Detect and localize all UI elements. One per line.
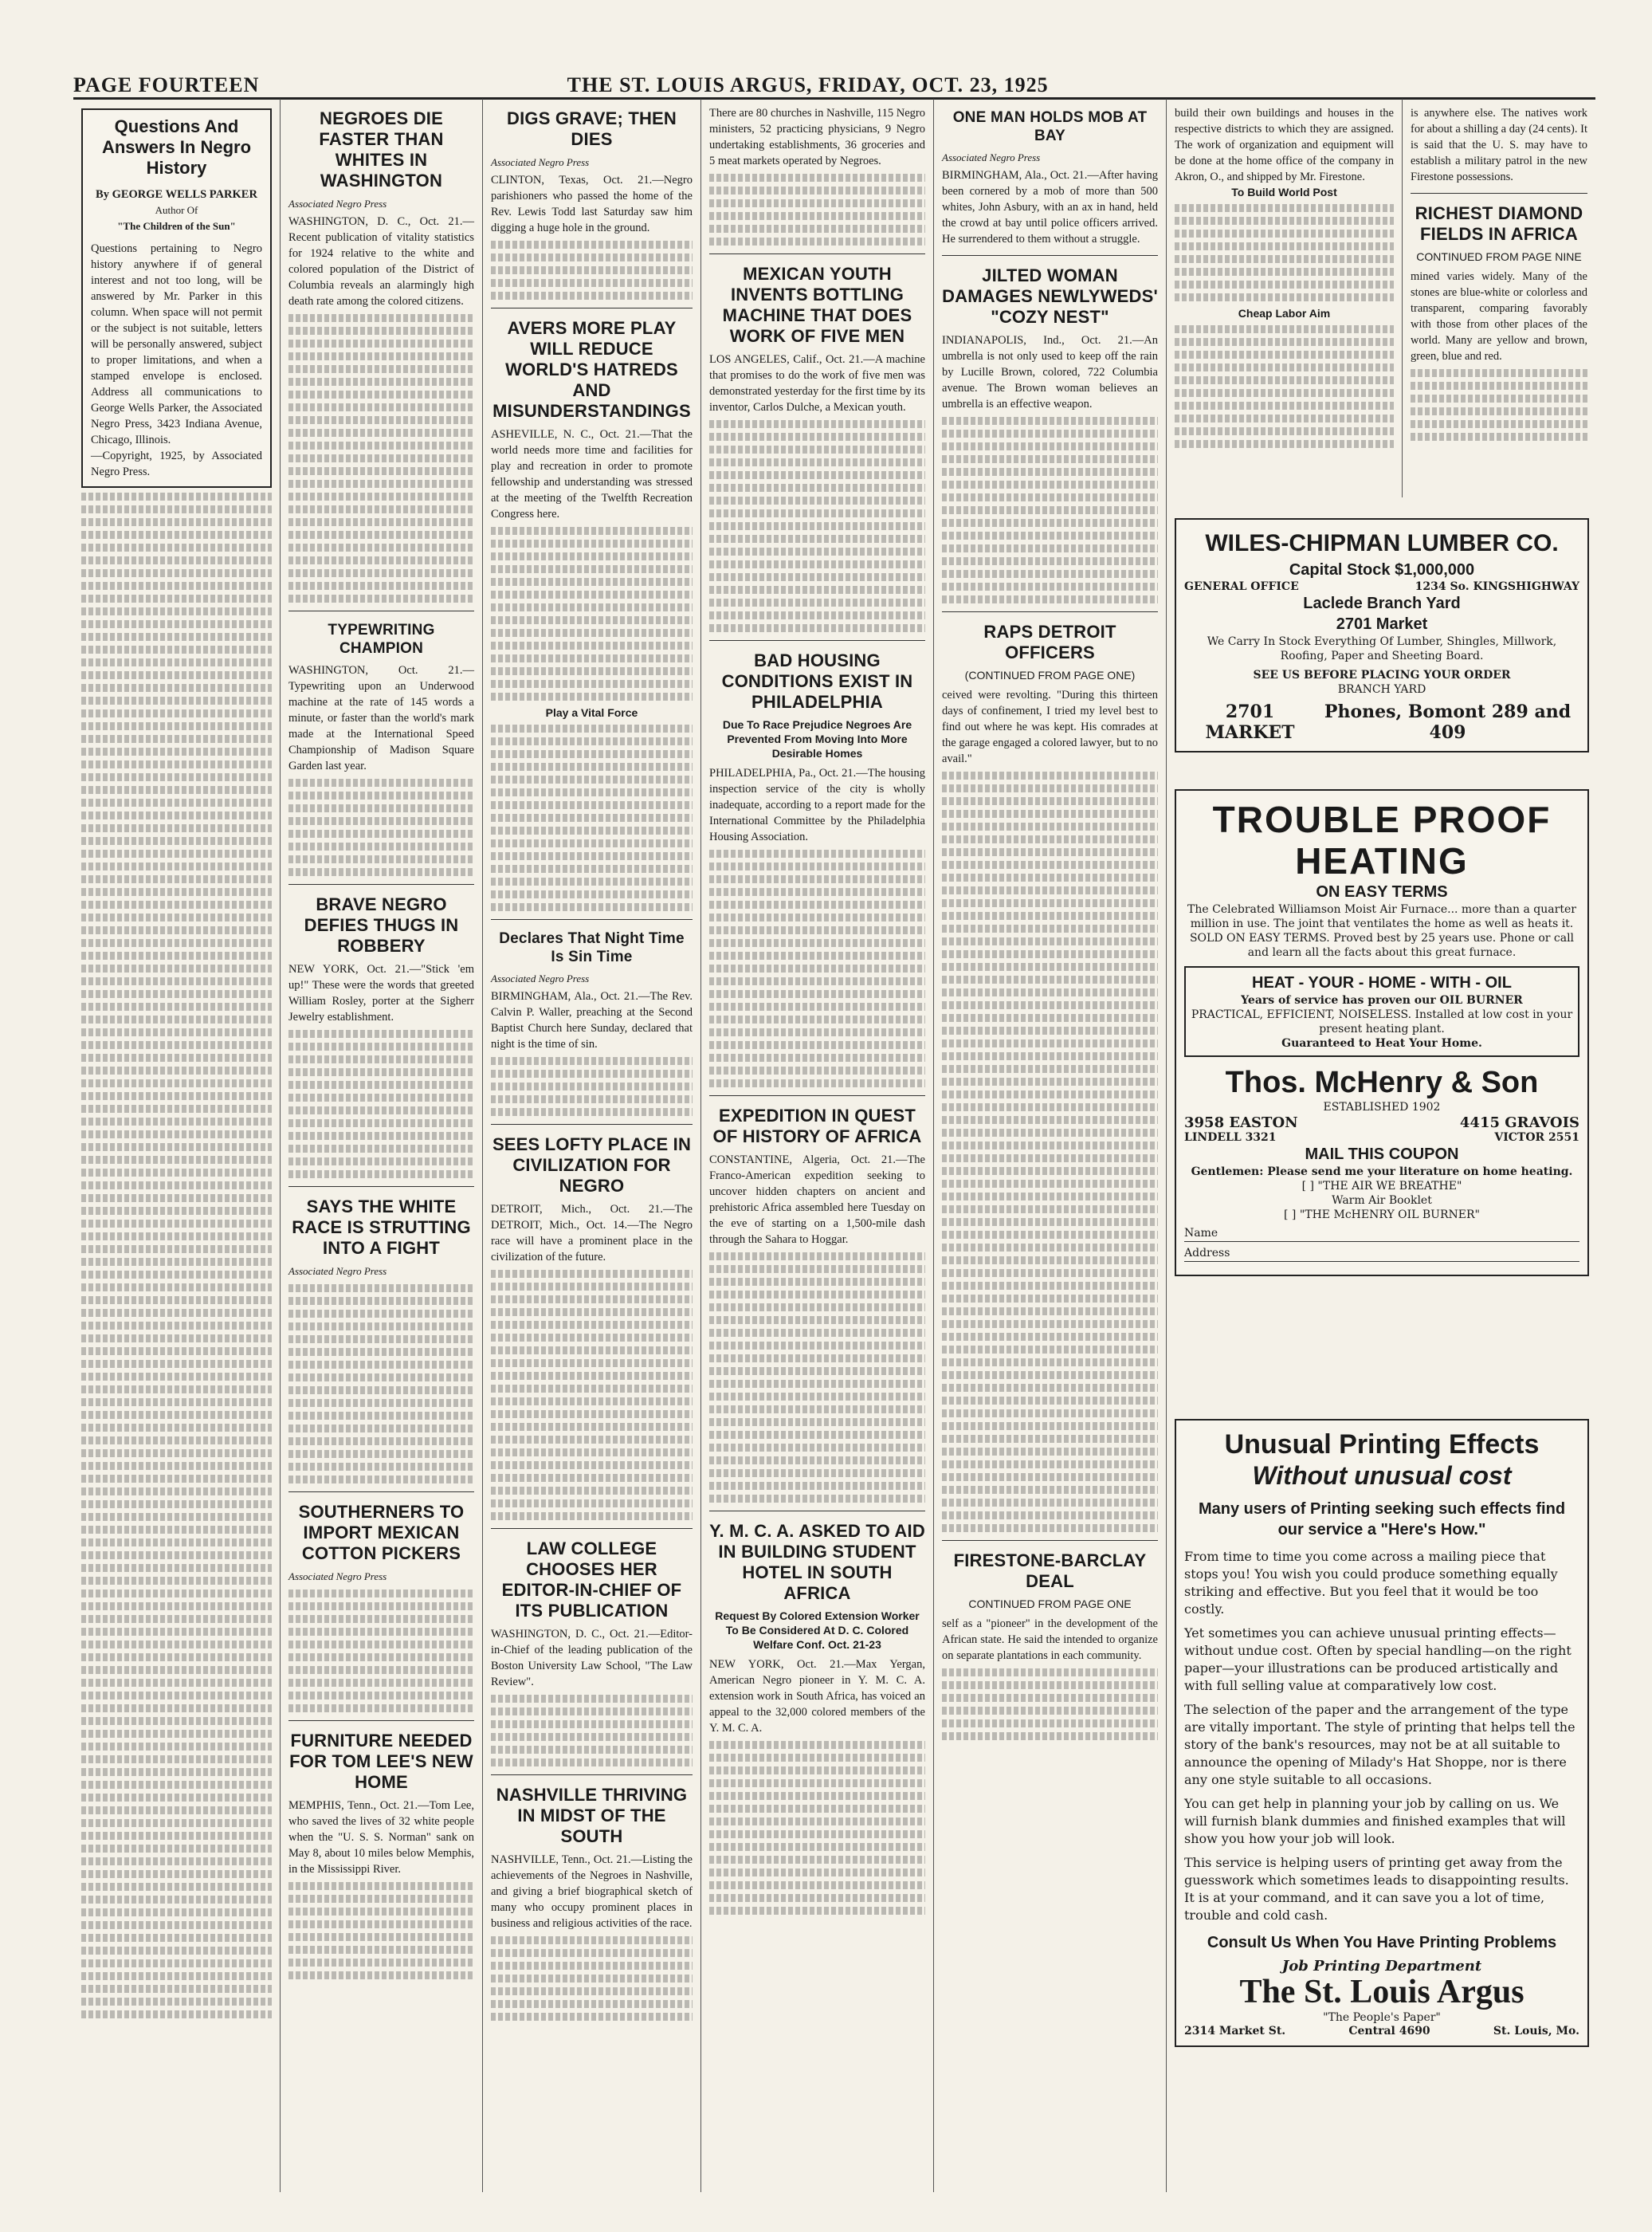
page-number: PAGE FOURTEEN bbox=[73, 73, 260, 96]
continued-note: (CONTINUED FROM PAGE ONE) bbox=[964, 669, 1136, 682]
column-7 bbox=[1403, 99, 1595, 497]
ad-paragraph: Yet sometimes you can achieve unusual printing effects—without undue cost. Often by special handling—on the right paper—your illustrations can be produced artistically and with full selling value at comparatively low cost. bbox=[1184, 1625, 1572, 1693]
ad-paragraph: The selection of the paper and the arrangement of the type are vitally important. The style of printing that helps tell the story of the bank's resources, may not be at all suitable to announce the opening of Milady's Hat Shoppe, nor is there any one style suitable to all occasions. bbox=[1184, 1702, 1575, 1787]
ad-phones: Phones, Bomont 289 and 409 bbox=[1324, 701, 1572, 743]
ad-title-2: HEATING bbox=[1295, 840, 1469, 882]
article-text: BIRMINGHAM, Ala., Oct. 21.—The Rev. Calvin P. Waller, preaching at the Second Baptist Church here Sunday, declared that night is the time of sin. bbox=[491, 990, 693, 1051]
coupon-name-field[interactable]: Name bbox=[1184, 1227, 1579, 1242]
article-text: CLINTON, Texas, Oct. 21.—Negro parishioners who passed the home of the Rev. Lewis Todd last Saturday saw him digging a huge hole in the ground. bbox=[491, 174, 693, 234]
headline-typewriting: TYPEWRITING CHAMPION bbox=[328, 622, 435, 657]
ad-title: Unusual Printing Effects bbox=[1224, 1429, 1540, 1460]
author-of: Author Of bbox=[155, 204, 198, 216]
source: Associated Negro Press bbox=[288, 1265, 387, 1277]
headline-lofty-place: SEES LOFTY PLACE IN CIVILIZATION FOR NEGRO bbox=[492, 1134, 692, 1196]
article-text: BIRMINGHAM, Ala., Oct. 21.—After having been cornered by a mob of more than 500 whites, John Asbury, with an ax in hand, held the crowd at bay until police officers arrived. He surrendered to them without a struggle. bbox=[942, 169, 1158, 246]
headline-law-college: LAW COLLEGE CHOOSES HER EDITOR-IN-CHIEF OF ITS PUBLICATION bbox=[501, 1538, 682, 1621]
column-3 bbox=[483, 99, 701, 2192]
paper-title: THE ST. LOUIS ARGUS, FRIDAY, OCT. 23, 1925 bbox=[567, 73, 1049, 96]
byline: By GEORGE WELLS PARKER bbox=[96, 188, 257, 201]
article-text: NASHVILLE, Tenn., Oct. 21.—Listing the achievements of the Negroes in Nashville, and giving a brief biographical sketch of many who occupy prominent places in business and religious activities of the race. bbox=[491, 1853, 693, 1930]
ad-company-name: WILES-CHIPMAN LUMBER CO. bbox=[1205, 530, 1559, 556]
article-text: WASHINGTON, D. C., Oct. 21.—Recent publication of vitality statistics for 1924 relative to the white and colored population of the District of Columbia reveals an alarmingly high death rate among the colored citizens. bbox=[288, 215, 474, 308]
column-4 bbox=[701, 99, 934, 2192]
ad-paper-name: The St. Louis Argus bbox=[1239, 1974, 1524, 2010]
ad-company-name: Thos. McHenry & Son bbox=[1225, 1066, 1539, 1099]
article-text: NEW YORK, Oct. 21.—Max Yergan, American Negro pioneer in Y. M. C. A. extension work in South Africa, has voiced an appeal to the 32,000 colored members of the Y. M. C. A. bbox=[709, 1658, 925, 1735]
ad-city: St. Louis, Mo. bbox=[1493, 2025, 1579, 2037]
article-text: CONSTANTINE, Algeria, Oct. 21.—The Franco-American expedition seeking to uncover hidden chapters on ancient and prehistoric Africa assembled here Tuesday on the eve of starting on a 1,500-mile dash through the Sahara to Hoggar. bbox=[709, 1153, 925, 1246]
headline-firestone: FIRESTONE-BARCLAY DEAL bbox=[953, 1550, 1147, 1591]
ad-lead: Many users of Printing seeking such effects find our service a "Here's How." bbox=[1198, 1500, 1566, 1538]
ad-consult: Consult Us When You Have Printing Problems bbox=[1207, 1934, 1557, 1951]
ad-office-address: 1234 So. KINGSHIGHWAY bbox=[1415, 580, 1579, 593]
questions-box bbox=[81, 108, 272, 488]
headline-raps-detroit: RAPS DETROIT OFFICERS bbox=[983, 622, 1116, 662]
column-2 bbox=[281, 99, 483, 2192]
ad-italic-subtitle: Without unusual cost bbox=[1252, 1461, 1512, 1490]
article-text: ceived were revolting. "During this thirteen days of confinement, I tried my level best to find out where he was kept. His comrades at the garage engaged a colored lawyer, but to no avail." bbox=[942, 689, 1158, 765]
questions-title: Questions And Answers In Negro History bbox=[101, 116, 252, 178]
headline-mexican-youth: MEXICAN YOUTH INVENTS BOTTLING MACHINE THAT DOES WORK OF FIVE MEN bbox=[722, 264, 912, 346]
headline-diamond-fields: RICHEST DIAMOND FIELDS IN AFRICA bbox=[1415, 203, 1583, 244]
article-text: MEMPHIS, Tenn., Oct. 21.—Tom Lee, who saved the lives of 32 white people when the "U. S. S. Norman" sank on May 8, about 10 miles below Memphis, in the Mississippi River. bbox=[288, 1799, 474, 1876]
subhead: To Build World Post bbox=[1231, 186, 1337, 198]
source: Associated Negro Press bbox=[491, 156, 590, 168]
ad-capital: Capital Stock $1,000,000 bbox=[1289, 561, 1475, 579]
ad-branch-yard: BRANCH YARD bbox=[1337, 683, 1426, 696]
ad-motto: "The People's Paper" bbox=[1323, 2011, 1441, 2024]
ad-established: ESTABLISHED 1902 bbox=[1323, 1101, 1441, 1114]
coupon-option-1-note: Warm Air Booklet bbox=[1332, 1194, 1432, 1207]
article-text: There are 80 churches in Nashville, 115 Negro ministers, 52 practicing physicians, 9 Negro undertaking establishments, 36 groceries and 5 meat markets operated by Negroes. bbox=[709, 107, 925, 167]
article-text: WASHINGTON, D. C., Oct. 21.—Editor-in-Chief of the leading publication of the Boston University Law School, "The Law Review". bbox=[491, 1628, 693, 1688]
wiles-chipman-ad bbox=[1175, 510, 1589, 760]
headline-brave-negro: BRAVE NEGRO DEFIES THUGS IN ROBBERY bbox=[304, 894, 459, 956]
banner-line: Guaranteed to Heat Your Home. bbox=[1281, 1037, 1482, 1050]
column-5 bbox=[934, 99, 1167, 2192]
ad-paragraph: You can get help in planning your job by calling on us. We will furnish blank dummies and finished examples that will show you how your job will look. bbox=[1184, 1796, 1566, 1846]
copyright: —Copyright, 1925, by Associated Negro Press. bbox=[91, 450, 262, 478]
ad-office-label: GENERAL OFFICE bbox=[1184, 580, 1299, 593]
article-text: ASHEVILLE, N. C., Oct. 21.—That the world needs more time and facilities for play and recreation in order to promote fellowship and understanding was stressed at the meeting of the Twelfth Recreation Congress here. bbox=[491, 428, 693, 521]
banner-line: Years of service has proven our OIL BURNER bbox=[1241, 994, 1523, 1007]
source: Associated Negro Press bbox=[491, 973, 590, 984]
oil-burner-banner bbox=[1184, 966, 1579, 1057]
headline-digs-grave: DIGS GRAVE; THEN DIES bbox=[506, 108, 677, 149]
trouble-proof-heating-ad bbox=[1175, 781, 1589, 1284]
banner-headline: HEAT - YOUR - HOME - WITH - OIL bbox=[1252, 974, 1512, 992]
headline-jilted-woman: JILTED WOMAN DAMAGES NEWLYWEDS' "COZY NEST" bbox=[942, 265, 1158, 327]
ad-paragraph: From time to time you come across a mailing piece that stops you! You wish you could produce something equally striking and effective. But you feel that it would be too costly. bbox=[1184, 1549, 1558, 1617]
ad-paragraph: This service is helping users of printing get away from the guesswork which sometimes leads to disappointing results. It is at your command, and it can save you a lot of time, trouble and cold cash. bbox=[1184, 1855, 1569, 1923]
article-text: build their own buildings and houses in the respective districts to which they are assigned. The work of organization and equipment will be done at the home office of the company in Akron, O., and shipped by Mr. Firestone. bbox=[1175, 107, 1394, 183]
ad-see-us: SEE US BEFORE PLACING YOUR ORDER bbox=[1253, 669, 1511, 682]
headline-white-race: SAYS THE WHITE RACE IS STRUTTING INTO A FIGHT bbox=[292, 1197, 471, 1258]
headline-night-time: Declares That Night Time Is Sin Time bbox=[499, 930, 685, 965]
coupon-option-2[interactable]: [ ] "THE McHENRY OIL BURNER" bbox=[1284, 1208, 1480, 1221]
source: Associated Negro Press bbox=[288, 198, 387, 210]
column-6 bbox=[1167, 99, 1403, 497]
source: Associated Negro Press bbox=[288, 1570, 387, 1582]
book-title: "The Children of the Sun" bbox=[117, 220, 236, 232]
headline-cotton-pickers: SOUTHERNERS TO IMPORT MEXICAN COTTON PICKERS bbox=[298, 1502, 465, 1563]
coupon-option-1[interactable]: [ ] "THE AIR WE BREATHE" bbox=[1301, 1180, 1462, 1193]
ad-market: 2701 MARKET bbox=[1205, 701, 1295, 743]
continued-note: CONTINUED FROM PAGE NINE bbox=[1416, 250, 1582, 263]
headline-tom-lee: FURNITURE NEEDED FOR TOM LEE'S NEW HOME bbox=[289, 1731, 473, 1792]
article-text: DETROIT, Mich., Oct. 21.—The DETROIT, Mich., Oct. 14.—The Negro race will have a prominent place in the civilization of the future. bbox=[491, 1203, 693, 1263]
ad-phone-1: LINDELL 3321 bbox=[1184, 1131, 1277, 1144]
article-text: is anywhere else. The natives work for about a shilling a day (24 cents). It is said that the U. S. may have to establish a military patrol in the new Firestone possessions. bbox=[1411, 107, 1587, 183]
article-text: mined varies widely. Many of the stones are blue-white or colorless and transparent, comparing favorably with those from other places of the world. Many are yellow and brown, green, blue and red. bbox=[1411, 270, 1587, 363]
headline-expedition: EXPEDITION IN QUEST OF HISTORY OF AFRICA bbox=[712, 1106, 922, 1146]
ad-address-1: 3958 EASTON bbox=[1184, 1114, 1298, 1131]
ad-description: The Celebrated Williamson Moist Air Furnace... more than a quarter million in use. The joint that ventilates the home as well as heats it. SOLD ON EASY TERMS. Proved best by 25 years use. Phone or call and learn all the facts about this great furnace. bbox=[1187, 903, 1576, 959]
ad-dept: Job Printing Department bbox=[1281, 1958, 1482, 1975]
article-text: WASHINGTON, Oct. 21.—Typewriting upon an Underwood machine at the rate of 145 words a minute, or faster than the world's mark made at the International Speed Championship of Madison Square Garden last year. bbox=[288, 664, 474, 772]
coupon-address-field[interactable]: Address bbox=[1184, 1247, 1579, 1262]
article-text: self as a "pioneer" in the development of the African state. He said the intended to organize on separate plantations in each community. bbox=[942, 1617, 1158, 1662]
article-text: INDIANAPOLIS, Ind., Oct. 21.—An umbrella is not only used to keep off the rain by Lucille Brown, colored, 722 Columbia avenue. The Brown woman believes an umbrella is an effective weapon. bbox=[942, 334, 1158, 411]
coupon-instructions: Gentlemen: Please send me your literature on home heating. bbox=[1191, 1165, 1573, 1178]
banner-line: PRACTICAL, EFFICIENT, NOISELESS. Installed at low cost in your present heating plant. bbox=[1191, 1008, 1573, 1035]
ad-phone-2: VICTOR 2551 bbox=[1494, 1131, 1579, 1144]
masthead bbox=[73, 67, 1595, 100]
headline-negroes-die-faster: NEGROES DIE FASTER THAN WHITES IN WASHINGTON bbox=[319, 108, 444, 191]
ad-branch-address: 2701 Market bbox=[1336, 615, 1428, 633]
source: Associated Negro Press bbox=[942, 151, 1041, 163]
article-text: NEW YORK, Oct. 21.—"Stick 'em up!" These were the words that greeted William Rosley, porter at the Sigherr Jewelry establishment. bbox=[288, 963, 474, 1024]
printing-ad bbox=[1175, 1411, 1589, 2055]
continued-note: CONTINUED FROM PAGE ONE bbox=[968, 1597, 1132, 1610]
questions-intro: Questions pertaining to Negro history anywhere if of general interest and not too long, will be answered by Mr. Parker in this column. When space will not permit or the subject is not suitable, letters will be personally answered, subject to proper limitations, and when a stamped envelope is enclosed. Address all communications to George Wells Parker, the Associated Negro Press, 3423 Indiana Avenue, Chicago, Illinois. bbox=[91, 242, 262, 446]
subhead: Request By Colored Extension Worker To Be Considered At D. C. Colored Welfare Conf. Oct. 21-23 bbox=[715, 1609, 920, 1651]
ad-address-2: 4415 GRAVOIS bbox=[1459, 1114, 1579, 1131]
ad-line: We Carry In Stock Everything Of Lumber, Shingles, Millwork, Roofing, Paper and Sheeting Board. bbox=[1207, 635, 1557, 662]
ad-address: 2314 Market St. bbox=[1184, 2025, 1286, 2037]
headline-ymca: Y. M. C. A. ASKED TO AID IN BUILDING STUDENT HOTEL IN SOUTH AFRICA bbox=[709, 1521, 925, 1603]
subhead: Play a Vital Force bbox=[545, 706, 638, 719]
headline-one-man: ONE MAN HOLDS MOB AT BAY bbox=[952, 109, 1148, 144]
article-text: PHILADELPHIA, Pa., Oct. 21.—The housing inspection service of the city is wholly inadequate, according to a report made for the International Committee by the Philadelphia Housing Association. bbox=[709, 767, 925, 843]
column-1 bbox=[73, 99, 281, 2192]
headline-nashville: NASHVILLE THRIVING IN MIDST OF THE SOUTH bbox=[496, 1785, 688, 1846]
ad-title-1: TROUBLE PROOF bbox=[1212, 799, 1552, 840]
headline-avers-more-play: AVERS MORE PLAY WILL REDUCE WORLD'S HATREDS AND MISUNDERSTANDINGS bbox=[492, 318, 691, 421]
ad-branch: Laclede Branch Yard bbox=[1303, 595, 1461, 612]
ad-terms: ON EASY TERMS bbox=[1316, 883, 1448, 901]
subhead: Cheap Labor Aim bbox=[1238, 307, 1331, 320]
article-text: LOS ANGELES, Calif., Oct. 21.—A machine that promises to do the work of five men was demonstrated yesterday for the first time by its inventor, Carlos Dulche, a Mexican youth. bbox=[709, 353, 925, 414]
subhead: Due To Race Prejudice Negroes Are Prevented From Moving Into More Desirable Homes bbox=[722, 718, 912, 760]
article-text-filler bbox=[81, 493, 272, 2018]
ad-phone: Central 4690 bbox=[1348, 2025, 1430, 2037]
ad-mail-coupon: MAIL THIS COUPON bbox=[1305, 1145, 1459, 1163]
headline-bad-housing: BAD HOUSING CONDITIONS EXIST IN PHILADELPHIA bbox=[721, 650, 913, 712]
